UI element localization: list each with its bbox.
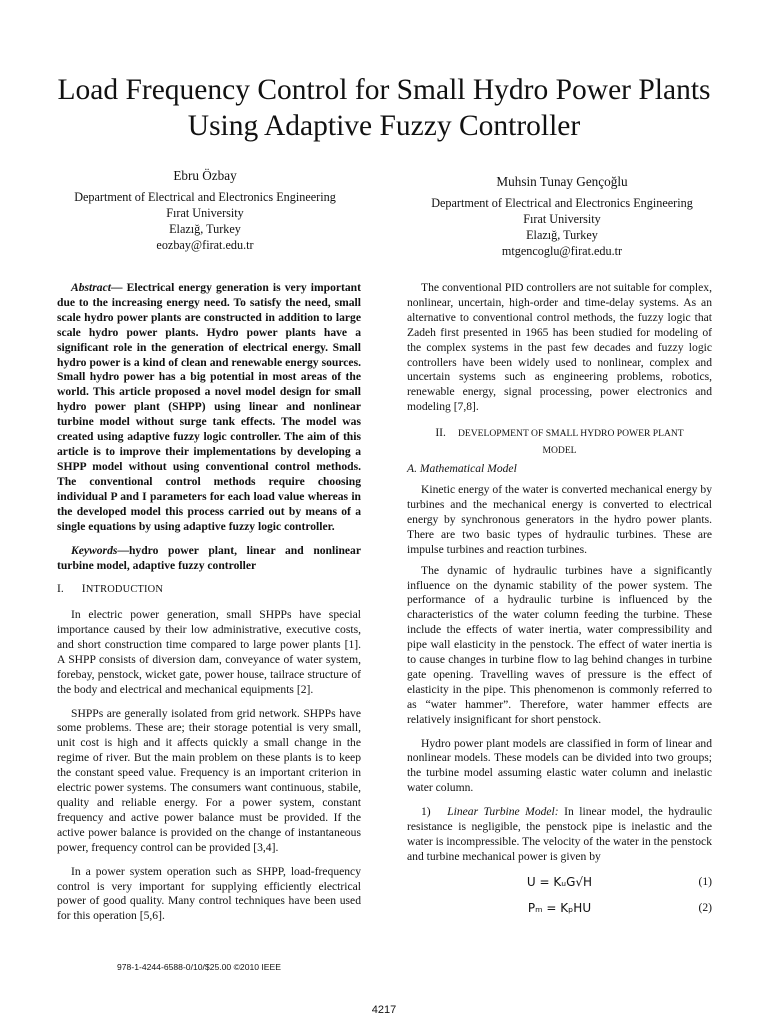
author-name: Ebru Özbay	[173, 168, 237, 183]
model-paragraph-3: Hydro power plant models are classified in form of linear and nonlinear models. These models can be divided into two groups; the turbine model assuming elastic water column and inelastic water column.	[407, 736, 712, 795]
equation-2	[407, 897, 712, 923]
author-city: Elazığ, Turkey	[526, 228, 598, 242]
author-name: Muhsin Tunay Gençoğlu	[496, 174, 628, 189]
section-title-line2: MODEL	[542, 445, 577, 457]
author-email[interactable]: mtgencoglu@firat.edu.tr	[501, 244, 623, 258]
section-title-rest: NTRODUCTION	[85, 584, 164, 596]
abstract	[57, 281, 361, 534]
right-intro-paragraph: The conventional PID controllers are not suitable for complex, nonlinear, uncertain, high-order and time-delay systems. As an alternative to conventional control methods, the fuzzy logic that Zadeh first presented in 1965 has been studied for modeling of the complex systems in the past few decades and fuzzy logic controllers have been widely used to nonlinear, complex and uncertain systems such as engineering problems, robotics, renewable energy, signal processing, power electronics and modeling [7,8].	[407, 281, 712, 414]
intro-paragraph-3: In a power system operation such as SHPP, load-frequency control is very important for supplying efficiently electrical power of good quality. Many control techniques have been used for this operation [5,6].	[57, 864, 361, 923]
keywords	[57, 544, 361, 574]
intro-paragraph-1: In electric power generation, small SHPPs have special importance caused by their low administrative, executive costs, and short construction time compared to large power plants [1]. A SHPP consists of diversion dam, conveyance of water system, forebay, penstock, wicket gate, power house, tailrace structure of the body and electrical and mechanical equipments [2].	[57, 608, 361, 696]
paper-title: Load Frequency Control for Small Hydro Power Plants Using Adaptive Fuzzy Controller	[57, 74, 711, 142]
equation-1	[407, 871, 712, 897]
copyright-footer: 978-1-4244-6588-0/10/$25.00 ©2010 IEEE	[117, 962, 282, 972]
abstract-lead: Abstract—	[71, 281, 123, 294]
abstract-text: Electrical energy generation is very important due to the increasing energy need. To satisfy the need, small scale hydro power plants are constructed in addition to large scale hydro power plants. Hydro power plants have a significant role in the generation of electrical energy. Small hydro power is a kind of clean and renewable energy sources. Small hydro power has a big potential in most areas of the world. This article proposed a novel model design for small hydro power plant (SHPP) using linear and nonlinear turbine model without surge tank effects. The model was created using adaptive fuzzy logic controller. The aim of this article is to improve their implementations by developing a SHPP model without using conventional control methods. The conventional control methods require choosing individual P and I parameters for each load value whereas in the developed model this process carried out by means of a single equations by using adaptive fuzzy logic controller.	[57, 281, 361, 533]
section-heading-introduction	[57, 582, 361, 598]
equation-formula: Pₘ = KₚHU	[527, 900, 592, 915]
subsection-heading: A. Mathematical Model	[407, 462, 517, 476]
equation-formula: U = KᵤG√H	[526, 874, 593, 889]
section-heading-development	[407, 423, 712, 458]
left-column	[57, 281, 361, 924]
keywords-text: —hydro power plant, linear and nonlinear turbine model, adaptive fuzzy controller	[57, 544, 361, 573]
model-paragraph-2: The dynamic of hydraulic turbines have a significantly influence on the dynamic stability of the power system. The performance of a hydraulic turbine is influenced by the characteristics of the water column feeding the turbine. These include the effects of water inertia, water compressibility and pipe wall elasticity in the penstock. The effect of water inertia is to cause changes in turbine flow to lag behind changes in turbine gate opening. Travelling waves of pressure is the effect of elasticity in the pipe. This phenomenon is commonly referred to as “water hammer”. Therefore, water hammer effects are relatively insignificant for short penstock.	[407, 563, 712, 726]
intro-paragraph-2: SHPPs are generally isolated from grid network. SHPPs have some problems. These are; their storage potential is very small, unit cost is high and it affects quickly a small change in the regime of river. But the main problem on these plants is to keep the constant speed value. Frequency is an important criterion in electric power systems. The consumers want continuous, stabile, quality and reliable energy. For a power system, constant frequency and active power balance must be provided. If the active power balance is provided on the change of instantaneous power, frequency control can be provided [3,4].	[57, 706, 361, 854]
author-department: Department of Electrical and Electronics Engineering	[74, 190, 336, 204]
keywords-lead: Keywords	[71, 544, 118, 558]
author-city: Elazığ, Turkey	[169, 222, 241, 236]
linear-model-heading: Linear Turbine Model:	[447, 805, 559, 819]
section-title-first: I	[81, 582, 86, 596]
author-block-1	[62, 168, 348, 253]
section-number: II.	[435, 426, 446, 440]
author-university: Fırat University	[523, 212, 601, 226]
author-block-2	[412, 174, 712, 259]
list-number: 1)	[421, 805, 431, 819]
section-title-line1: DEVELOPMENT OF SMALL HYDRO POWER PLANT	[457, 428, 684, 440]
right-column	[407, 281, 712, 923]
section-number: I.	[57, 582, 64, 596]
author-university: Fırat University	[166, 206, 244, 220]
author-department: Department of Electrical and Electronics Engineering	[431, 196, 693, 210]
equation-number: (2)	[698, 900, 712, 914]
author-email[interactable]: eozbay@firat.edu.tr	[156, 238, 254, 252]
equation-number: (1)	[698, 874, 712, 888]
page-number: 4217	[371, 1004, 397, 1016]
linear-model-paragraph	[407, 805, 712, 865]
linear-model-text: In linear model, the hydraulic resistance is negligible, the penstock pipe is inelastic and the water is incompressible. The velocity of the water in the penstock and turbine mechanical power is given by	[407, 805, 712, 863]
model-paragraph-1: Kinetic energy of the water is converted mechanical energy by turbines and the mechanical energy is converted to electrical energy by synchronous generators in the hydro power plants. There are two basic types of hydraulic turbines. These are impulse turbines and reaction turbines.	[407, 483, 712, 556]
